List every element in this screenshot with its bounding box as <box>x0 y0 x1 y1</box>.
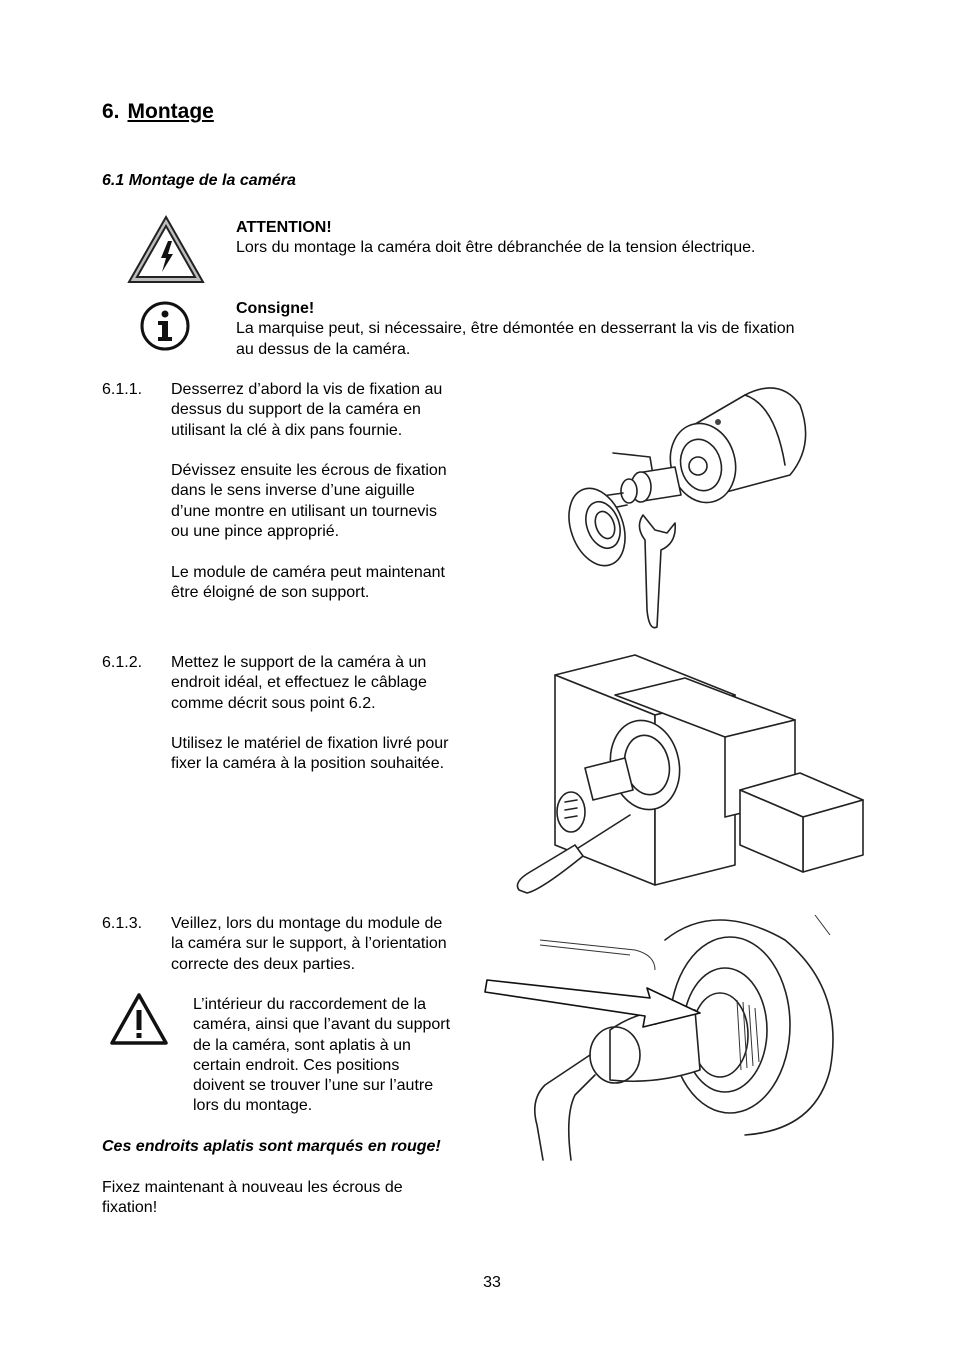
step-text <box>171 380 491 603</box>
text-line: L’intérieur du raccordement de la <box>193 996 427 1013</box>
text-line: caméra, ainsi que l’avant du support <box>193 1016 451 1034</box>
step-text <box>171 914 491 975</box>
step-number: 6.1.3. <box>102 915 143 932</box>
text-line: Fixez maintenant à nouveau les écrous de <box>102 1179 403 1196</box>
step-number: 6.1.1. <box>102 381 143 398</box>
subsection-title: 6.1 Montage de la caméra <box>102 172 296 189</box>
text-line: doivent se trouver l’une sur l’autre <box>193 1077 434 1095</box>
high-voltage-warning-icon <box>127 215 205 285</box>
warning-text: Lors du montage la caméra doit être débranchée de la tension électrique. <box>236 239 756 257</box>
text-line: de la caméra, sont aplatis à un <box>193 1036 411 1054</box>
text-line: correcte des deux parties. <box>171 955 356 973</box>
text-line: la caméra sur le support, à l’orientation <box>171 935 447 953</box>
caution-text <box>193 995 493 1117</box>
text-line: endroit idéal, et effectuez le câblage <box>171 674 427 692</box>
text-line: fixation! <box>102 1199 158 1217</box>
notice-line: au dessus de la caméra. <box>236 340 411 358</box>
notice-line: La marquise peut, si nécessaire, être démontée en desserrant la vis de fixation <box>236 320 795 338</box>
text-line: Mettez le support de la caméra à un <box>171 654 427 671</box>
notice-heading: Consigne! <box>236 300 315 317</box>
highlight-note: Ces endroits aplatis sont marqués en rouge! <box>102 1138 441 1155</box>
bracket-mounting-illustration <box>505 650 870 895</box>
step-number: 6.1.2. <box>102 654 143 671</box>
text-line: dans le sens inverse d’une aiguille <box>171 482 415 500</box>
info-icon <box>139 300 191 352</box>
orientation-closeup-illustration <box>485 910 835 1170</box>
section-number: 6. <box>102 100 120 123</box>
section-heading <box>102 99 214 125</box>
text-line: dessus du support de la caméra en <box>171 401 421 419</box>
final-instruction <box>102 1178 403 1219</box>
text-line: Utilisez le matériel de fixation livré pour <box>171 735 449 753</box>
camera-disassembly-illustration <box>535 375 820 635</box>
text-line: Le module de caméra peut maintenant <box>171 563 445 581</box>
text-line: ou une pince approprié. <box>171 523 340 541</box>
text-line: être éloigné de son support. <box>171 583 370 601</box>
exclamation-warning-icon <box>110 993 168 1045</box>
step-text <box>171 653 491 775</box>
text-line: certain endroit. Ces positions <box>193 1056 400 1074</box>
text-line: utilisant la clé à dix pans fournie. <box>171 421 403 439</box>
page-number: 33 <box>483 1274 501 1291</box>
warning-block <box>236 218 876 259</box>
text-line: Veillez, lors du montage du module de <box>171 915 443 932</box>
text-line: Desserrez d’abord la vis de fixation au <box>171 381 443 398</box>
notice-block <box>236 299 876 360</box>
text-line: Dévissez ensuite les écrous de fixation <box>171 462 447 480</box>
text-line: lors du montage. <box>193 1097 313 1115</box>
text-line: fixer la caméra à la position souhaitée. <box>171 755 445 773</box>
warning-heading: ATTENTION! <box>236 219 332 236</box>
text-line: d’une montre en utilisant un tournevis <box>171 502 437 520</box>
text-line: comme décrit sous point 6.2. <box>171 694 376 712</box>
section-title: Montage <box>127 100 214 123</box>
